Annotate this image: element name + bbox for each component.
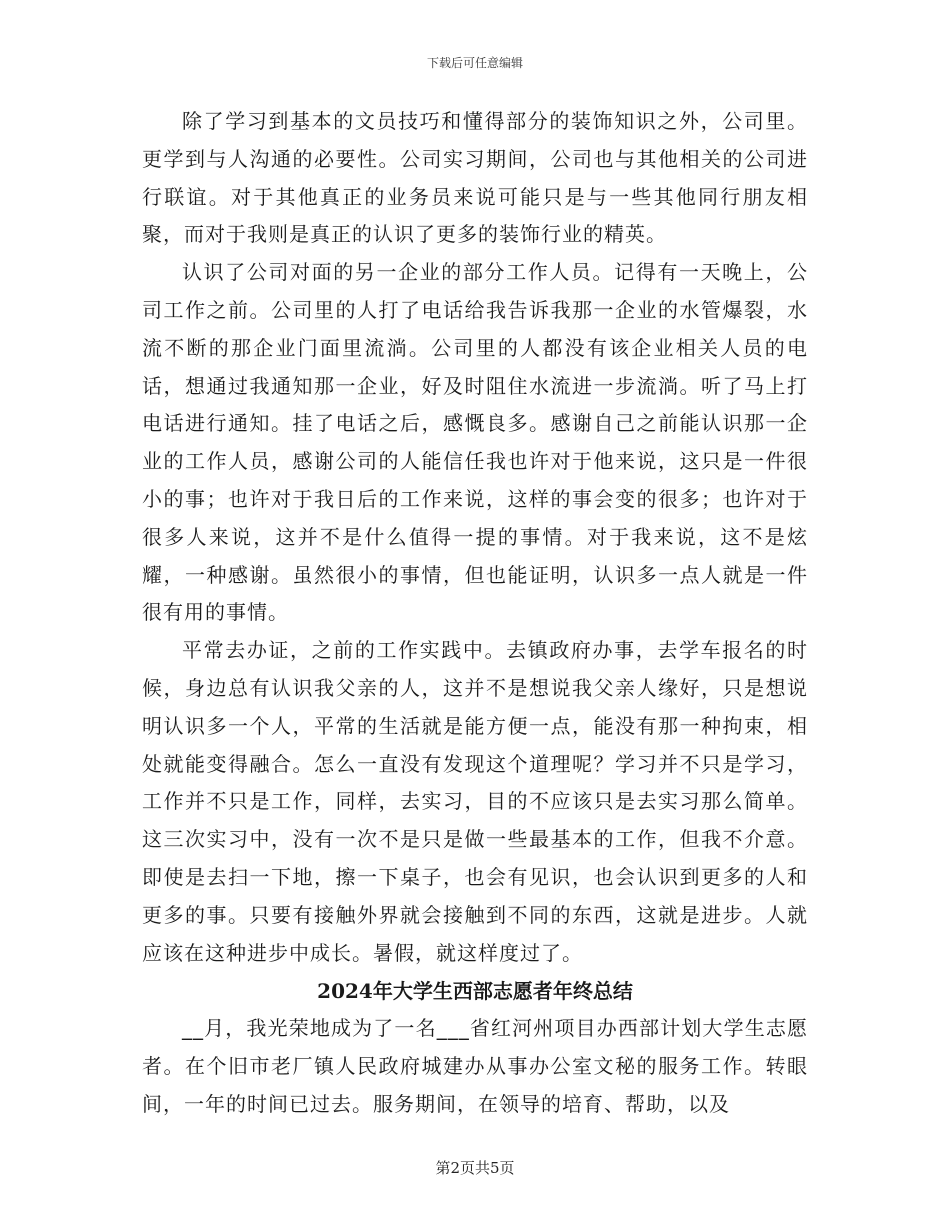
section-paragraph: __月，我光荣地成为了一名___省红河州项目办西部计划大学生志愿者。在个旧市老厂镇人民政府城建办从事办公室文秘的服务工作。转眼间，一年的时间已过去。服务期间，在领导的培育、帮助，以及: [142, 1016, 808, 1116]
page-footer: 第2页共5页: [435, 1159, 515, 1177]
paragraph-3: 平常去办证，之前的工作实践中。去镇政府办事，去学车报名的时候，身边总有认识我父亲的人，这并不是想说我父亲人缘好，只是想说明认识多一个人，平常的生活就是能方便一点，能没有那一种拘束，相处就能变得融合。怎么一直没有发现这个道理呢？学习并不只是学习，工作并不只是工作，同样，去实习，目的不应该只是去实习那么简单。这三次实习中，没有一次不是只是做一些最基本的工作，但我不介意。即使是去扫一下地，擦一下桌子，也会有见识，也会认识到更多的人和更多的事。只要有接触外界就会接触到不同的东西，这就是进步。人就应该在这种进步中成长。暑假，就这样度过了。: [142, 638, 808, 965]
document-body: [142, 103, 808, 1124]
header-note: 下载后可任意编辑: [426, 56, 523, 70]
section-title: 2024年大学生西部志愿者年终总结: [317, 979, 633, 1004]
paragraph-1: 除了学习到基本的文员技巧和懂得部分的装饰知识之外，公司里。更学到与人沟通的必要性。公司实习期间，公司也与其他相关的公司进行联谊。对于其他真正的业务员来说可能只是与一些其他同行朋友相聚，而对于我则是真正的认识了更多的装饰行业的精英。: [142, 109, 808, 247]
paragraph-2: 认识了公司对面的另一企业的部分工作人员。记得有一天晚上，公司工作之前。公司里的人打了电话给我告诉我那一企业的水管爆裂，水流不断的那企业门面里流淌。公司里的人都没有该企业相关人员的电话，想通过我通知那一企业，好及时阻住水流进一步流淌。听了马上打电话进行通知。挂了电话之后，感慨良多。感谢自己之前能认识那一企业的工作人员，感谢公司的人能信任我也许对于他来说，这只是一件很小的事；也许对于我日后的工作来说，这样的事会变的很多；也许对于很多人来说，这并不是什么值得一提的事情。对于我来说，这不是炫耀，一种感谢。虽然很小的事情，但也能证明，认识多一点人就是一件很有用的事情。: [142, 260, 808, 625]
